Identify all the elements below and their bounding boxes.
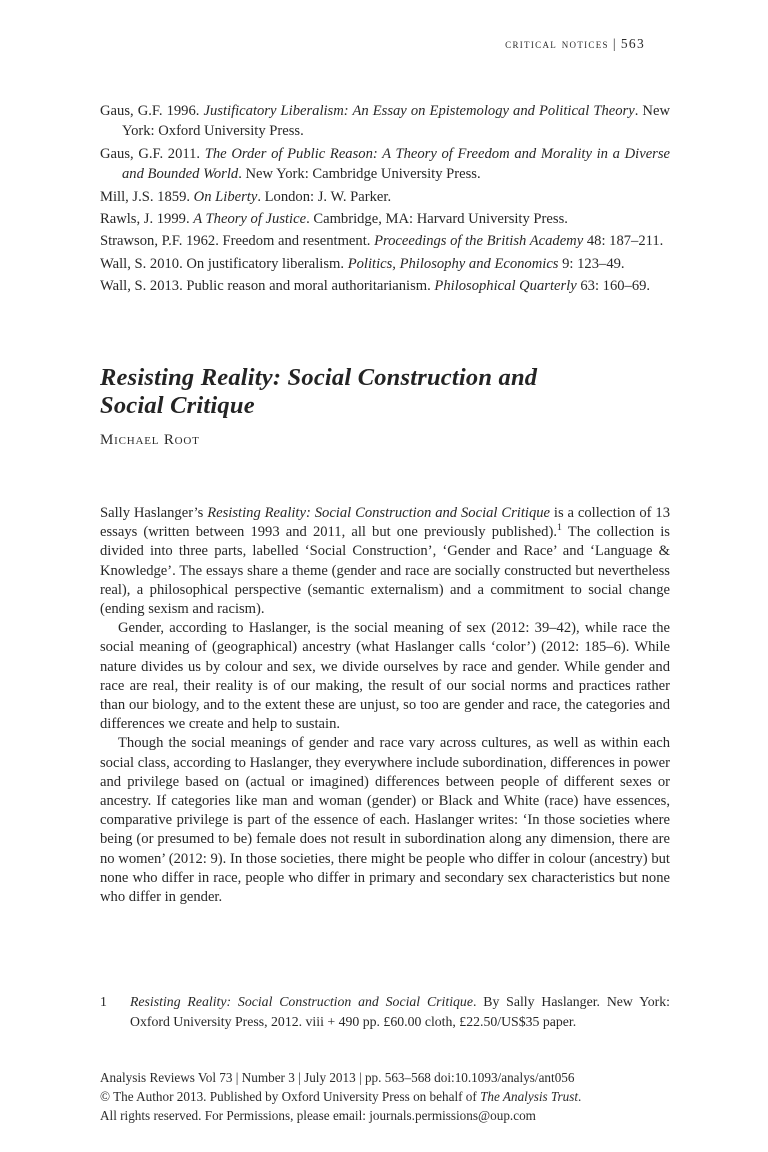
running-head-title: critical notices — [505, 36, 609, 51]
article-author: Michael Root — [100, 432, 200, 448]
body-paragraph: Sally Haslanger’s Resisting Reality: Social Construction and Social Critique is a collection of 13 essays (written between 1993 and 2011, all but one previously published).$^1$ The collection is divided into three parts, labelled ‘Social Construction’, ‘Gender and Race’ and ‘Language & Knowledge’. The essays share a theme (gender and race are socially constructed but nevertheless real), a philosophical perspective (semantic externalism) and a commitment to social change (ending sexism and racism). — [100, 505, 670, 618]
article-title — [100, 364, 670, 420]
reference-item: Strawson, P.F. 1962. Freedom and resentment. Proceedings of the British Academy 48: 187–211. — [100, 233, 664, 250]
footnote-text: Resisting Reality: Social Construction and Social Critique. By Sally Haslanger. New York: Oxford University Press, 2012. viii + 490 pp. £60.00 cloth, £22.50/US$35 paper. — [130, 994, 670, 1029]
reference-item: Rawls, J. 1999. A Theory of Justice. Cambridge, MA: Harvard University Press. — [100, 211, 568, 228]
reference-item: Wall, S. 2013. Public reason and moral authoritarianism. Philosophical Quarterly 63: 160–69. — [100, 278, 651, 295]
body-paragraph: Gender, according to Haslanger, is the social meaning of sex (2012: 39–42), while race the social meaning of (geographical) ancestry (what Haslanger calls ‘color’) (2012: 185–6). While nature divides us by colour and sex, we divide ourselves by race and gender. While gender and race are real, their reality is of our making, the result of our social norms and practices rather than our biology, and to the extent these are unjust, so too are gender and race, the categories and differences we create and help to sustain. — [100, 620, 670, 733]
article-title-line: Social Critique — [100, 392, 255, 419]
article-header — [100, 364, 670, 449]
page-header — [100, 36, 670, 52]
footnote — [100, 992, 670, 1032]
reference-item: Gaus, G.F. 2011. The Order of Public Reason: A Theory of Freedom and Morality in a Diverse and Bounded World. New York: Cambridge University Press. — [100, 145, 671, 183]
page-number: 563 — [620, 36, 645, 51]
references-list — [100, 101, 670, 299]
copyright-line: © The Author 2013. Published by Oxford University Press on behalf of The Analysis Trust. — [100, 1089, 582, 1104]
footnote-marker: 1 — [100, 994, 107, 1009]
article-body — [100, 504, 670, 907]
page-footer — [100, 1068, 690, 1125]
article-title-line: Resisting Reality: Social Construction and — [100, 364, 538, 391]
reference-item: Gaus, G.F. 1996. Justificatory Liberalism: An Essay on Epistemology and Political Theory. New York: Oxford University Press. — [100, 103, 670, 140]
body-paragraph: Though the social meanings of gender and race vary across cultures, as well as within each social class, according to Haslanger, they everywhere include subordination, differences in power and privilege based on (actual or imagined) differences between people of different sexes or ancestry. If categories like man and woman (gender) or Black and White (race) have essences, comparative privilege is part of the essence of each. Haslanger writes: ‘In those societies where being (or presumed to be) female does not result in subordination along any dimension, there are no women’ (2012: 9). In those societies, there might be people who differ in colour (ancestry) but none who differ in race, people who differ in primary and secondary sex characteristics but none who differ in gender. — [100, 735, 670, 906]
header-separator: | — [612, 36, 617, 51]
reference-item: Wall, S. 2010. On justificatory liberalism. Politics, Philosophy and Economics 9: 123–49. — [100, 255, 625, 272]
permissions-line: All rights reserved. For Permissions, please email: journals.permissions@oup.com — [100, 1108, 536, 1123]
citation-line: Analysis Reviews Vol 73 | Number 3 | July 2013 | pp. 563–568 doi:10.1093/analys/ant056 — [100, 1070, 575, 1085]
reference-item: Mill, J.S. 1859. On Liberty. London: J. W. Parker. — [100, 188, 392, 205]
